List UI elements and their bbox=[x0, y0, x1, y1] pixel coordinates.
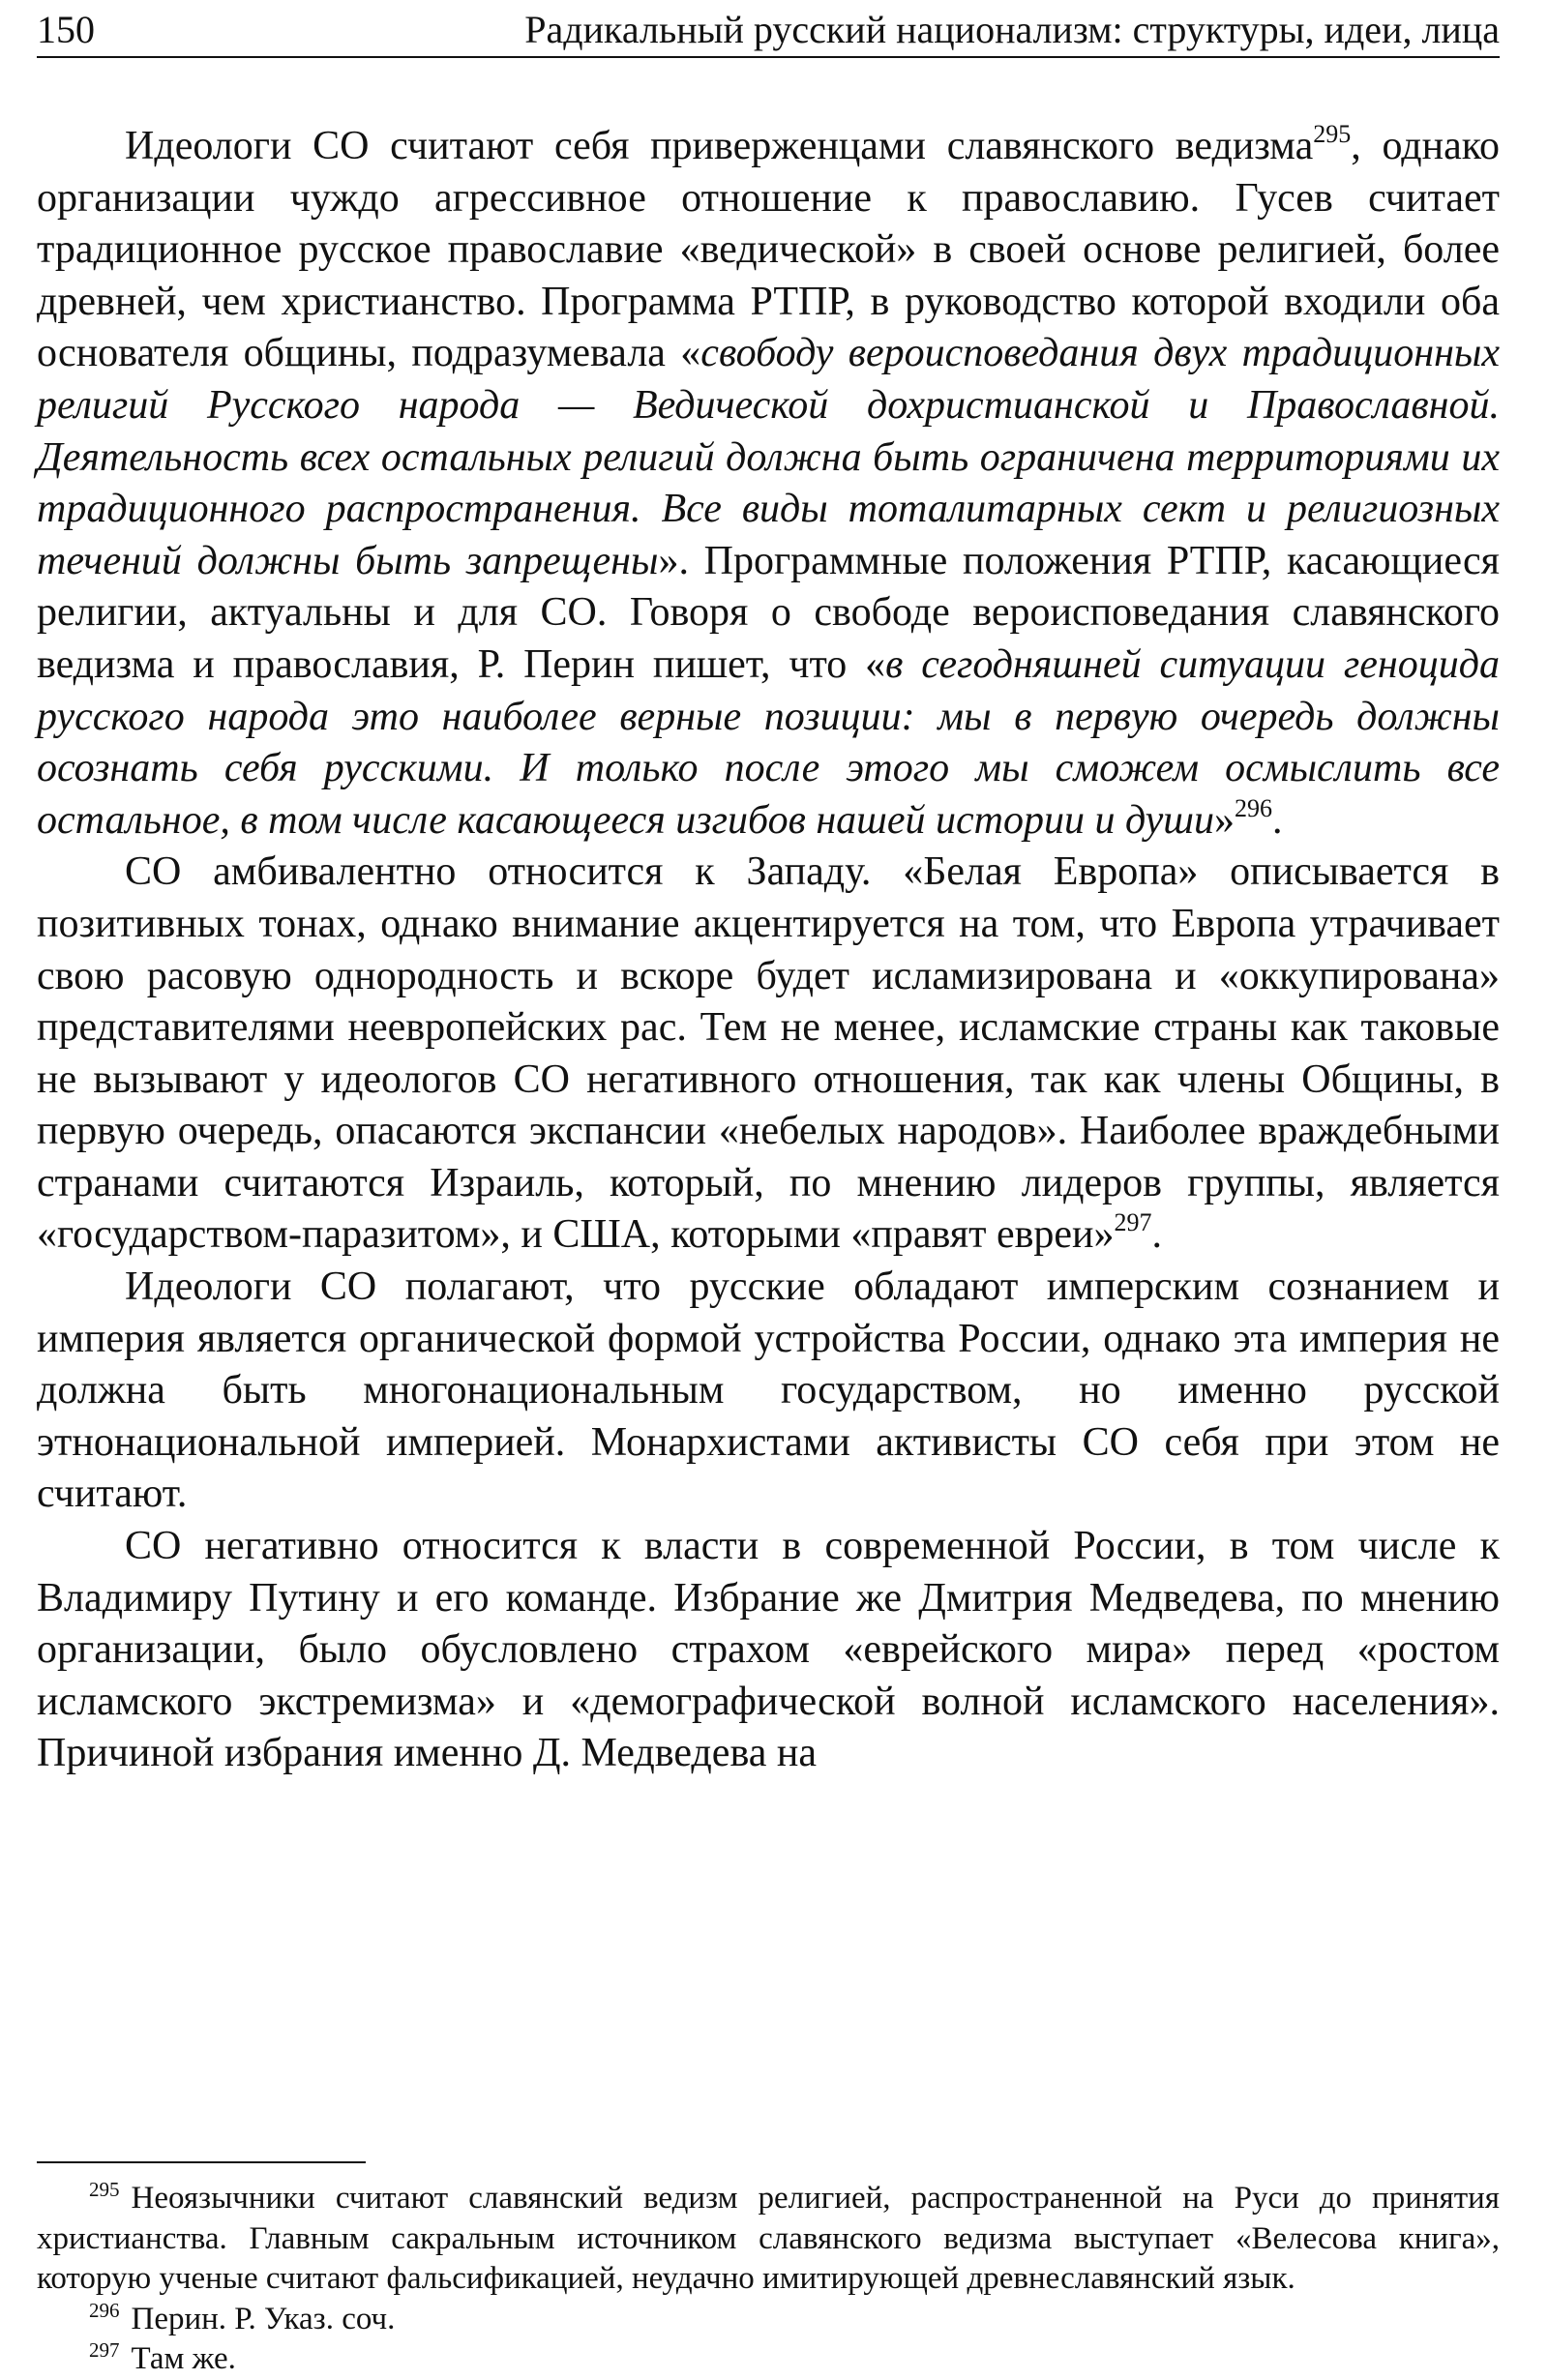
footnote-separator bbox=[37, 2161, 366, 2163]
paragraph-3: Идеологи СО полагают, что русские обладают имперским сознанием и империя является органической формой устройства России, однако эта империя не должна быть многонациональным государством, но именно русской этнонациональной империей. Монархистами активисты СО себя при этом не считают. bbox=[37, 1264, 1500, 1517]
footnotes bbox=[37, 2179, 1500, 2380]
paragraph-2 bbox=[37, 847, 1500, 1262]
footnote-number: 297 bbox=[89, 2338, 120, 2362]
page-header bbox=[37, 6, 1500, 58]
footnote-ref-296[interactable]: 296 bbox=[1235, 793, 1273, 822]
footnote-text: Перин. Р. Указ. соч. bbox=[131, 2301, 396, 2336]
quotation-italic: в сегодняшней ситуации геноцида русского народа это наиболее верные позиции: мы в первую очередь должны осознать себя русскими. И только после этого мы сможем осмыслить все остальное, в том числе касающееся изгибов нашей истории и души bbox=[37, 641, 1500, 843]
paragraph-text: . bbox=[1272, 797, 1283, 843]
book-page bbox=[37, 0, 1500, 2376]
page-number: 150 bbox=[37, 8, 95, 51]
paragraph-text: » bbox=[1214, 797, 1235, 843]
paragraph-text: . bbox=[1151, 1212, 1163, 1258]
paragraph-1 bbox=[37, 121, 1500, 847]
footnote-296 bbox=[37, 2300, 1500, 2340]
quotation-italic: свободу вероисповедания двух традиционных религий Русского народа — Ведической дохристианской и Православной. Деятельность всех остальных религий должна быть ограничена территориями их традиционного распространения. Все виды тоталитарных сект и религиозных течений должны быть запрещены bbox=[37, 331, 1500, 583]
paragraph-text: Идеологи СО считают себя приверженцами славянского ведизма bbox=[125, 124, 1314, 168]
footnote-number: 295 bbox=[89, 2178, 120, 2201]
footnote-297 bbox=[37, 2339, 1500, 2380]
running-title: Радикальный русский национализм: структуры, идеи, лица bbox=[524, 8, 1500, 51]
footnote-number: 296 bbox=[89, 2298, 120, 2322]
footnote-text: Там же. bbox=[131, 2341, 236, 2376]
footnote-295 bbox=[37, 2179, 1500, 2300]
footnote-ref-295[interactable]: 295 bbox=[1313, 120, 1352, 148]
paragraph-4: СО негативно относится к власти в современной России, в том числе к Владимиру Путину и его команде. Избрание же Дмитрия Медведева, по мнению организации, было обусловлено страхом «еврейского мира» перед «ростом исламского экстремизма» и «демографической волной исламского населения». Причиной избрания именно Д. Медведева на bbox=[37, 1524, 1500, 1776]
footnote-ref-297[interactable]: 297 bbox=[1114, 1208, 1152, 1237]
paragraph-text: , однако организации чуждо агрессивное отношение к православию. Гусев считает традиционное русское православие «ведической» в своей основе религией, более древней, чем христианство. Программа РТПР, в руководство которой входили оба основателя общины, подразумевала « bbox=[37, 124, 1500, 376]
footnote-text: Неоязычники считают славянский ведизм религией, распространенной на Руси до принятия христианства. Главным сакральным источником славянского ведизма выступает «Велесова книга», которую ученые считают фальсификацией, неудачно имитирующей древнеславянский язык. bbox=[37, 2181, 1500, 2296]
main-text bbox=[37, 121, 1500, 1780]
paragraph-text: СО амбивалентно относится к Западу. «Белая Европа» описывается в позитивных тонах, однако внимание акцентируется на том, что Европа утрачивает свою расовую однородность и вскоре будет исламизирована и «оккупирована» представителями неевропейских рас. Тем не менее, исламские страны как таковые не вызывают у идеологов СО негативного отношения, так как члены Общины, в первую очередь, опасаются экспансии «небелых народов». Наиболее враждебными странами считаются Израиль, который, по мнению лидеров группы, является «государством-паразитом», и США, которыми «правят евреи» bbox=[37, 849, 1500, 1258]
paragraph-text: ». Программные положения РТПР, касающиеся религии, актуальны и для СО. Говоря о свободе вероисповедания славянского ведизма и православия, Р. Перин пишет, что « bbox=[37, 538, 1500, 687]
